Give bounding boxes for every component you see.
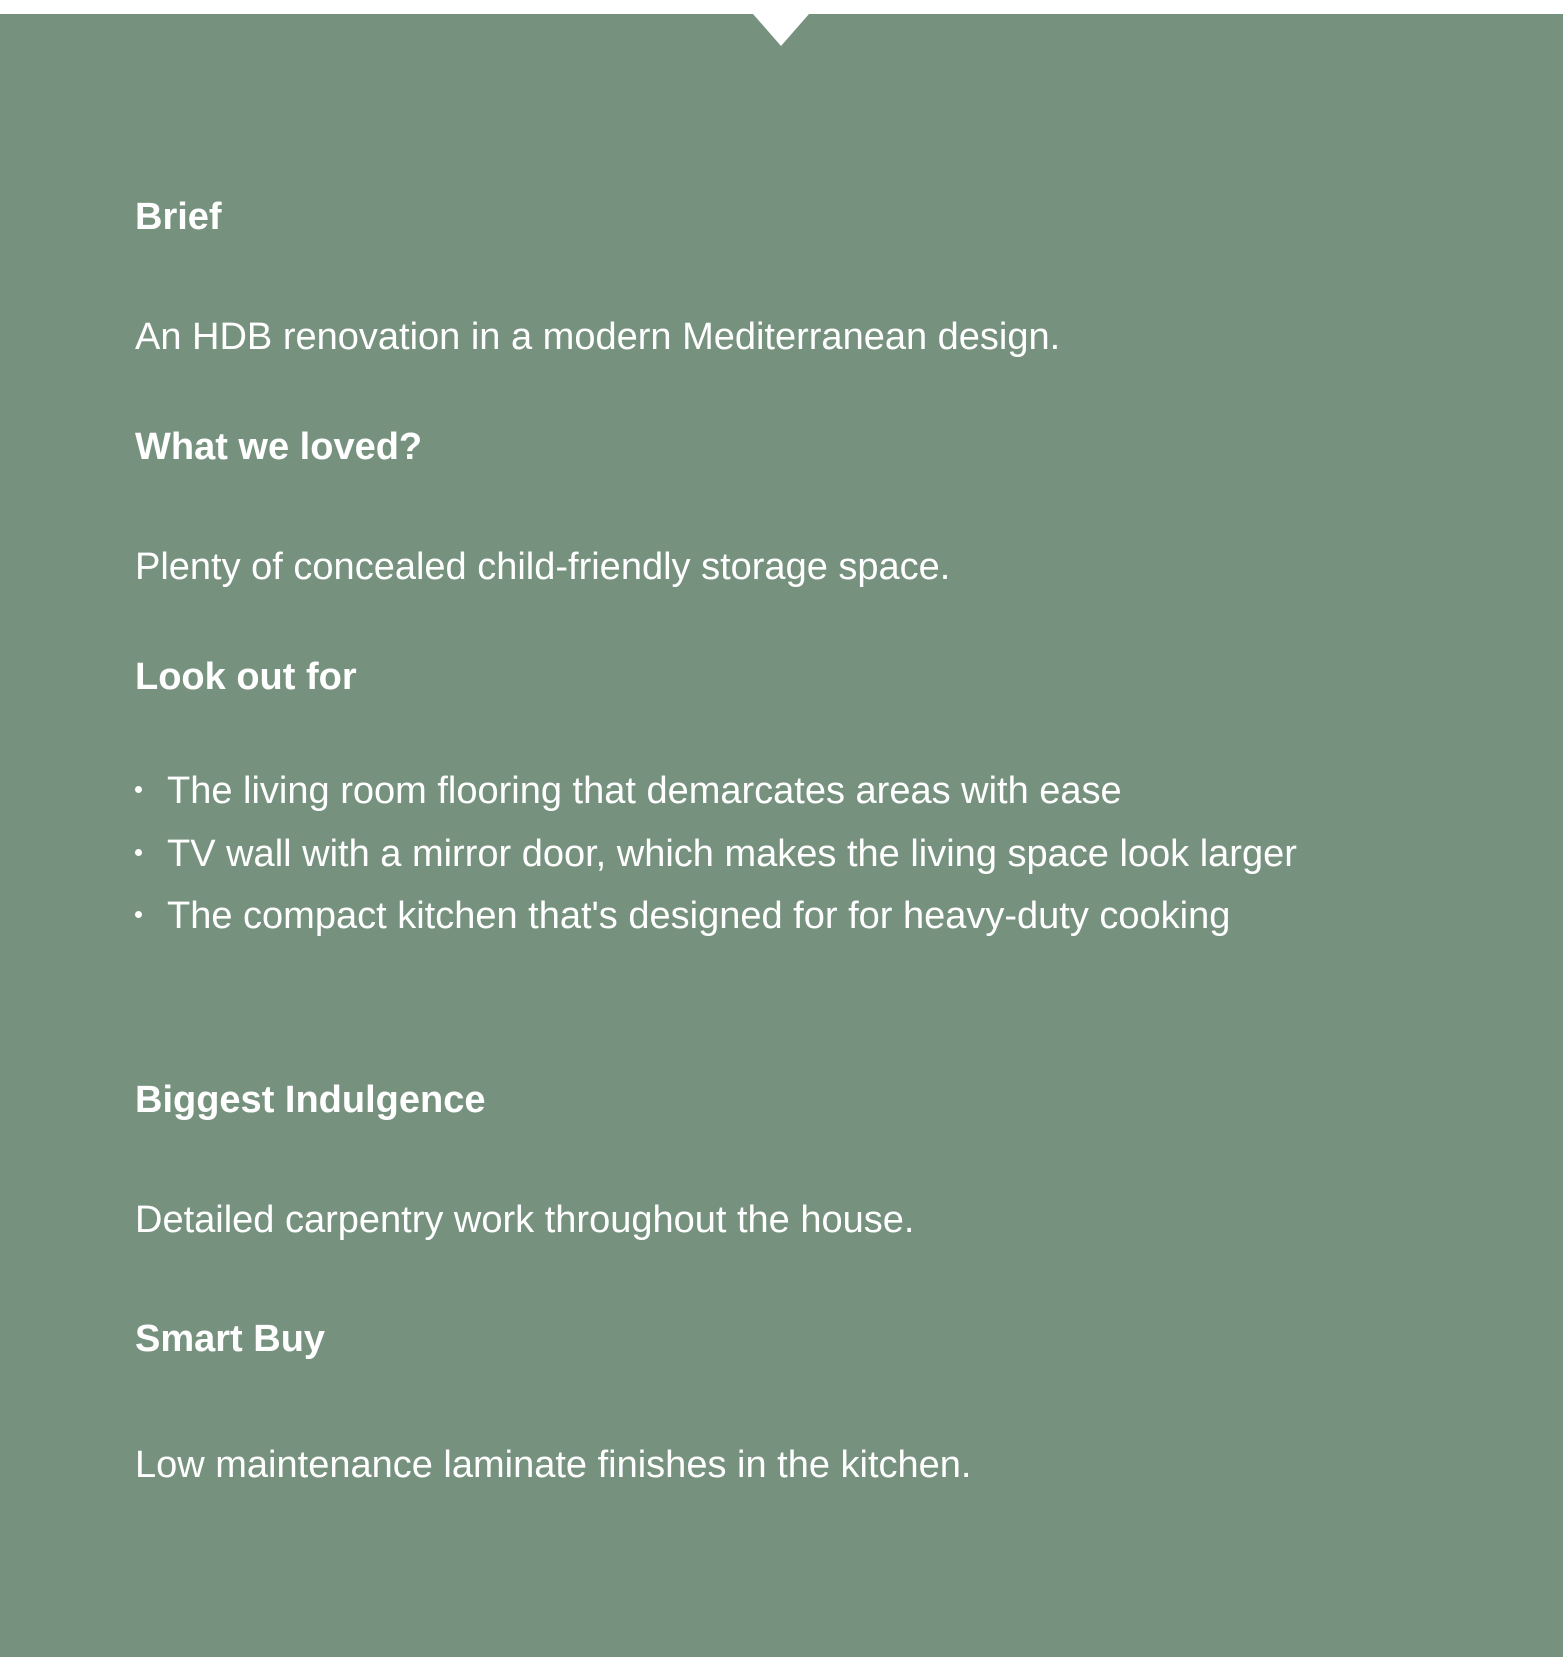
loved-text: Plenty of concealed child-friendly storage space. (135, 546, 951, 588)
bullet-icon (135, 911, 142, 918)
look-out-heading: Look out for (135, 656, 357, 698)
brief-heading: Brief (135, 196, 222, 238)
indulgence-heading: Biggest Indulgence (135, 1079, 486, 1121)
list-item-text: TV wall with a mirror door, which makes the living space look larger (167, 832, 1297, 875)
list-item-text: The living room flooring that demarcates areas with ease (167, 770, 1122, 812)
loved-heading: What we loved? (135, 426, 423, 468)
pointer-notch-icon (753, 14, 809, 46)
list-item-text: The compact kitchen that's designed for for heavy-duty cooking (167, 895, 1231, 937)
bullet-icon (135, 849, 142, 856)
brief-text: An HDB renovation in a modern Mediterranean design. (135, 316, 1061, 358)
smart-buy-heading: Smart Buy (135, 1318, 326, 1360)
bullet-icon (135, 786, 142, 793)
smart-buy-text: Low maintenance laminate finishes in the kitchen. (135, 1444, 972, 1486)
top-strip (0, 0, 1563, 14)
indulgence-text: Detailed carpentry work throughout the house. (135, 1199, 915, 1241)
